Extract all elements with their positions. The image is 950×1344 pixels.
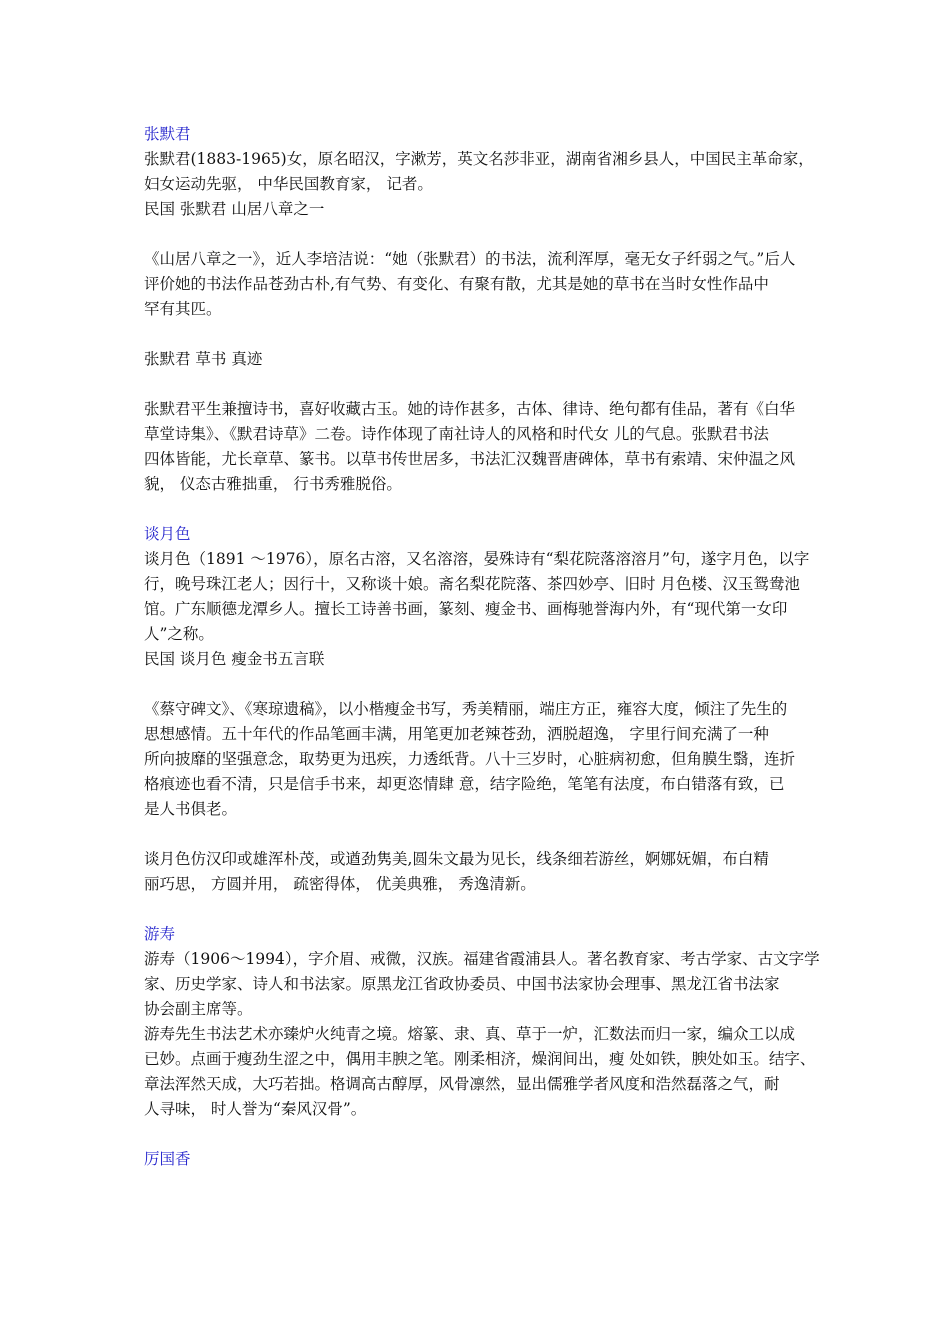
- section-heading-tan: 谈月色: [144, 525, 191, 543]
- tan-para2-line: 丽巧思， 方圆并用， 疏密得体， 优美典雅， 秀逸清新。: [144, 875, 536, 893]
- spacer: [144, 322, 824, 347]
- tan-para1-line: 格痕迹也看不清，只是信手书来，却更恣情肆 意，结字险绝，笔笔有法度，布白错落有致，已: [144, 775, 785, 793]
- spacer: [144, 372, 824, 397]
- tan-para2-line: 谈月色仿汉印或雄浑朴茂，或遒劲隽美,圆朱文最为见长，线条细若游丝，婀娜妩媚，布白精: [144, 850, 769, 868]
- spacer: [144, 822, 824, 847]
- you-para1-line: 游寿先生书法艺术亦臻炉火纯青之境。熔篆、隶、真、草于一炉，汇数法而归一家，编众工以成: [144, 1025, 796, 1043]
- spacer: [144, 672, 824, 697]
- tan-bio-line: 行，晚号珠江老人；因行十，又称谈十娘。斋名梨花院落、茶四妙亭、旧时 月色楼、汉玉鸳鸯池: [144, 575, 800, 593]
- zhang-para2-line: 四体皆能，尤长章草、篆书。以草书传世居多，书法汇汉魏晋唐碑体，草书有索靖、宋仲温之风: [144, 450, 796, 468]
- you-bio-line: 家、历史学家、诗人和书法家。原黑龙江省政协委员、中国书法家协会理事、黑龙江省书法家: [144, 975, 780, 993]
- you-para1-line: 人寻味， 时人誉为“秦风汉骨”。: [144, 1100, 367, 1118]
- tan-bio-line: 馆。广东顺德龙潭乡人。擅长工诗善书画，篆刻、瘦金书、画梅驰誉海内外，有“现代第一女印: [144, 600, 788, 618]
- section-heading-li: 厉国香: [144, 1150, 191, 1168]
- zhang-para2-line: 张默君平生兼擅诗书，喜好收藏古玉。她的诗作甚多，古体、律诗、绝句都有佳品，著有《白华: [144, 400, 796, 418]
- tan-bio-line: 人”之称。: [144, 625, 214, 643]
- spacer: [144, 222, 824, 247]
- tan-para1-line: 思想感情。五十年代的作品笔画丰满，用笔更加老辣苍劲，洒脱超逸， 字里行间充满了一种: [144, 725, 769, 743]
- you-bio-line: 协会副主席等。: [144, 1000, 253, 1018]
- section-heading-you: 游寿: [144, 925, 176, 943]
- zhang-caption-1: 民国 张默君 山居八章之一: [144, 200, 325, 218]
- spacer: [144, 1122, 824, 1147]
- spacer: [144, 897, 824, 922]
- zhang-para1-line: 《山居八章之一》，近人李培洁说：“她（张默君）的书法，流利浑厚，毫无女子纤弱之气。”后人: [144, 250, 796, 268]
- tan-bio-line: 谈月色（1891 ～1976），原名古溶，又名溶溶，晏殊诗有“梨花院落溶溶月”句，遂字月色，以字: [144, 550, 810, 568]
- you-bio-line: 游寿（1906～1994），字介眉、戒微，汉族。福建省霞浦县人。著名教育家、考古学家、古文字学: [144, 950, 820, 968]
- tan-para1-line: 《蔡守碑文》、《寒琼遗稿》，以小楷瘦金书写，秀美精丽，端庄方正，雍容大度，倾注了先生的: [144, 700, 788, 718]
- tan-caption-1: 民国 谈月色 瘦金书五言联: [144, 650, 325, 668]
- zhang-para1-line: 评价她的书法作品苍劲古朴,有气势、有变化、有聚有散，尤其是她的草书在当时女性作品中: [144, 275, 769, 293]
- tan-para1-line: 所向披靡的坚强意念，取势更为迅疾，力透纸背。八十三岁时，心脏病初愈，但角膜生翳，连折: [144, 750, 796, 768]
- zhang-bio-line: 张默君(1883-1965)女，原名昭汉，字漱芳，英文名莎非亚，湖南省湘乡县人，中国民主革命家，: [144, 150, 814, 168]
- you-para1-line: 已妙。点画于瘦劲生涩之中，偶用丰腴之笔。刚柔相济，燥润间出，瘦 处如铁，腴处如玉。结字、: [144, 1050, 816, 1068]
- zhang-para2-line: 貌， 仪态古雅拙重， 行书秀雅脱俗。: [144, 475, 402, 493]
- you-para1-line: 章法浑然天成，大巧若拙。格调高古醇厚，风骨凛然，显出儒雅学者风度和浩然磊落之气，耐: [144, 1075, 780, 1093]
- zhang-bio-line: 妇女运动先驱， 中华民国教育家， 记者。: [144, 175, 433, 193]
- document-page: [144, 122, 824, 1172]
- zhang-para1-line: 罕有其匹。: [144, 300, 222, 318]
- spacer: [144, 497, 824, 522]
- tan-para1-line: 是人书俱老。: [144, 800, 238, 818]
- zhang-para2-line: 草堂诗集》、《默君诗草》二卷。诗作体现了南社诗人的风格和时代女 儿的气息。张默君书法: [144, 425, 769, 443]
- zhang-caption-2: 张默君 草书 真迹: [144, 350, 263, 368]
- section-heading-zhang: 张默君: [144, 125, 191, 143]
